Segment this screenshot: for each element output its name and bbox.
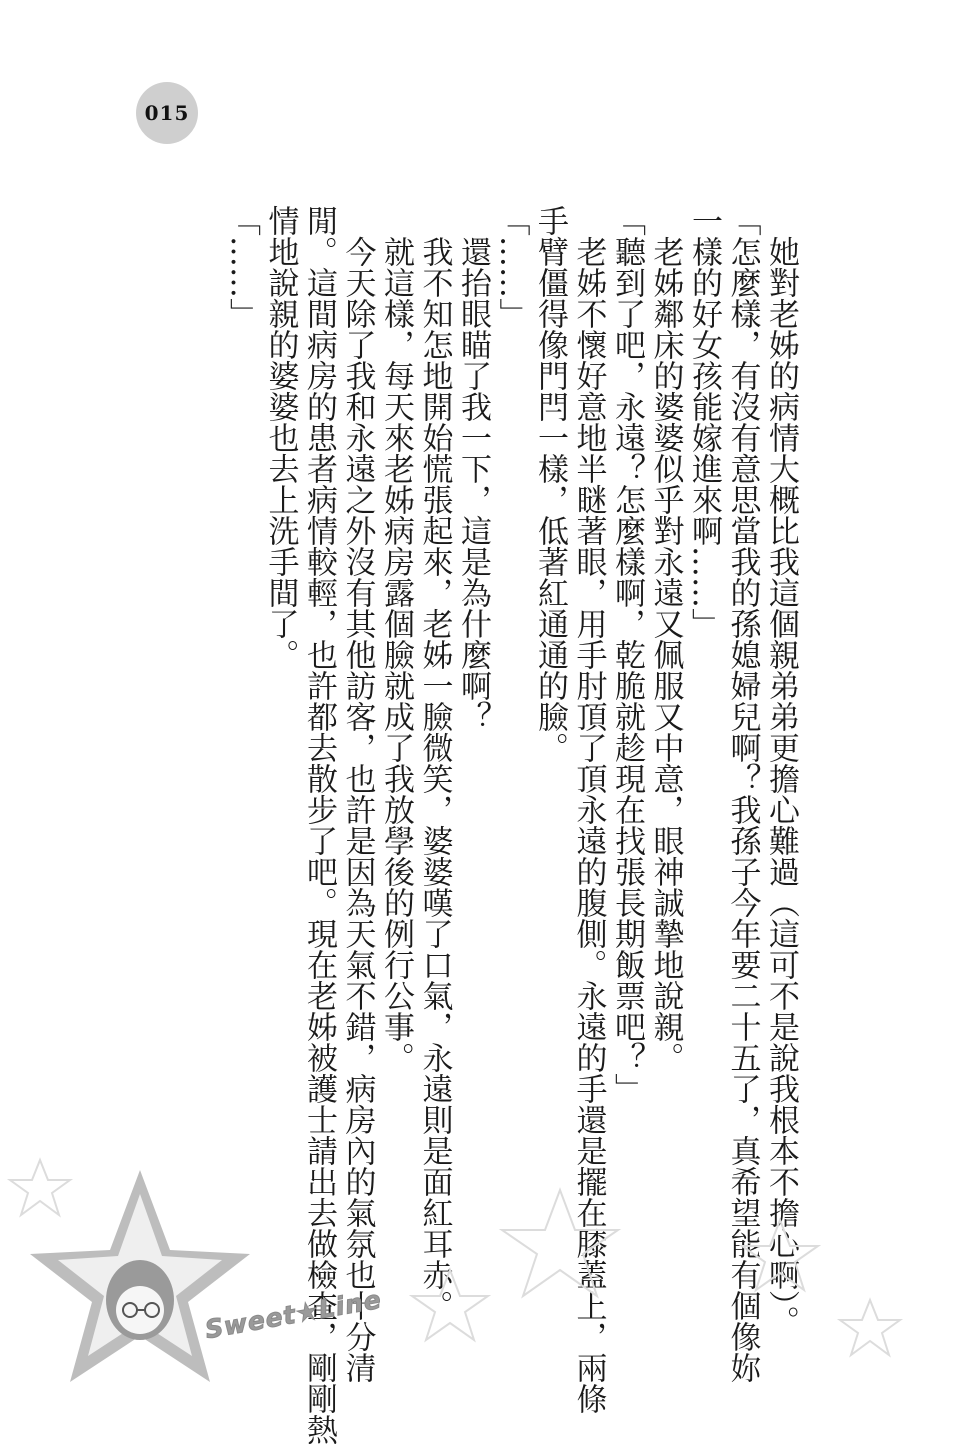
text-line-12: 就這樣，每天來老姊病房露個臉就成了我放學後的例行公事。 bbox=[378, 236, 414, 1073]
sweet-line-logo: Sweet★Line bbox=[202, 1284, 384, 1345]
text-line-15: 情地說親的婆婆也去上洗手間了。 bbox=[262, 205, 299, 670]
text-line-13: 今天除了我和永遠之外沒有其他訪客，也許是因為天氣不錯，病房內的氣氛也十分清 bbox=[339, 236, 376, 1383]
text-line-6: 老姊不懷好意地半瞇著眼，用手肘頂了頂永遠的腹側。永遠的手還是擺在膝蓋上，兩條 bbox=[570, 236, 607, 1414]
text-line-3: 一樣的好女孩能嫁進來啊……」 bbox=[686, 205, 722, 639]
text-line-16: 「……」 bbox=[224, 205, 260, 329]
star-pattern-icon bbox=[0, 1150, 960, 1409]
text-line-5: 「聽到了吧，永遠？怎麼樣啊，乾脆就趁現在找張長期飯票吧？」 bbox=[609, 205, 645, 1104]
text-line-4: 老姊鄰床的婆婆似乎對永遠又佩服又中意，眼神誠摯地說親。 bbox=[647, 236, 684, 1073]
page-number-badge bbox=[136, 82, 198, 144]
star-decoration bbox=[0, 1150, 960, 1409]
text-line-7: 手臂僵得像門閂一樣，低著紅通通的臉。 bbox=[532, 205, 568, 763]
page-number: 015 bbox=[144, 101, 190, 125]
text-line-10: 還抬眼瞄了我一下，這是為什麼啊？ bbox=[455, 236, 491, 732]
text-line-2: 「怎麼樣，有沒有意思當我的孫媳婦兒啊？我孫子今年要二十五了，真希望能有個像妳 bbox=[724, 205, 761, 1383]
text-line-14: 閒。這間病房的患者病情較輕，也許都去散步了吧。現在老姊被護士請出去做檢查，剛剛熱 bbox=[301, 205, 337, 1445]
text-line-9: 「……」 bbox=[493, 205, 530, 329]
text-line-1: 她對老姊的病情大概比我這個親弟弟更擔心難過（這可不是說我根本不擔心啊）。 bbox=[763, 236, 799, 1337]
text-line-11: 我不知怎地開始慌張起來，老姊一臉微笑，婆婆嘆了口氣，永遠則是面紅耳赤。 bbox=[416, 236, 453, 1321]
